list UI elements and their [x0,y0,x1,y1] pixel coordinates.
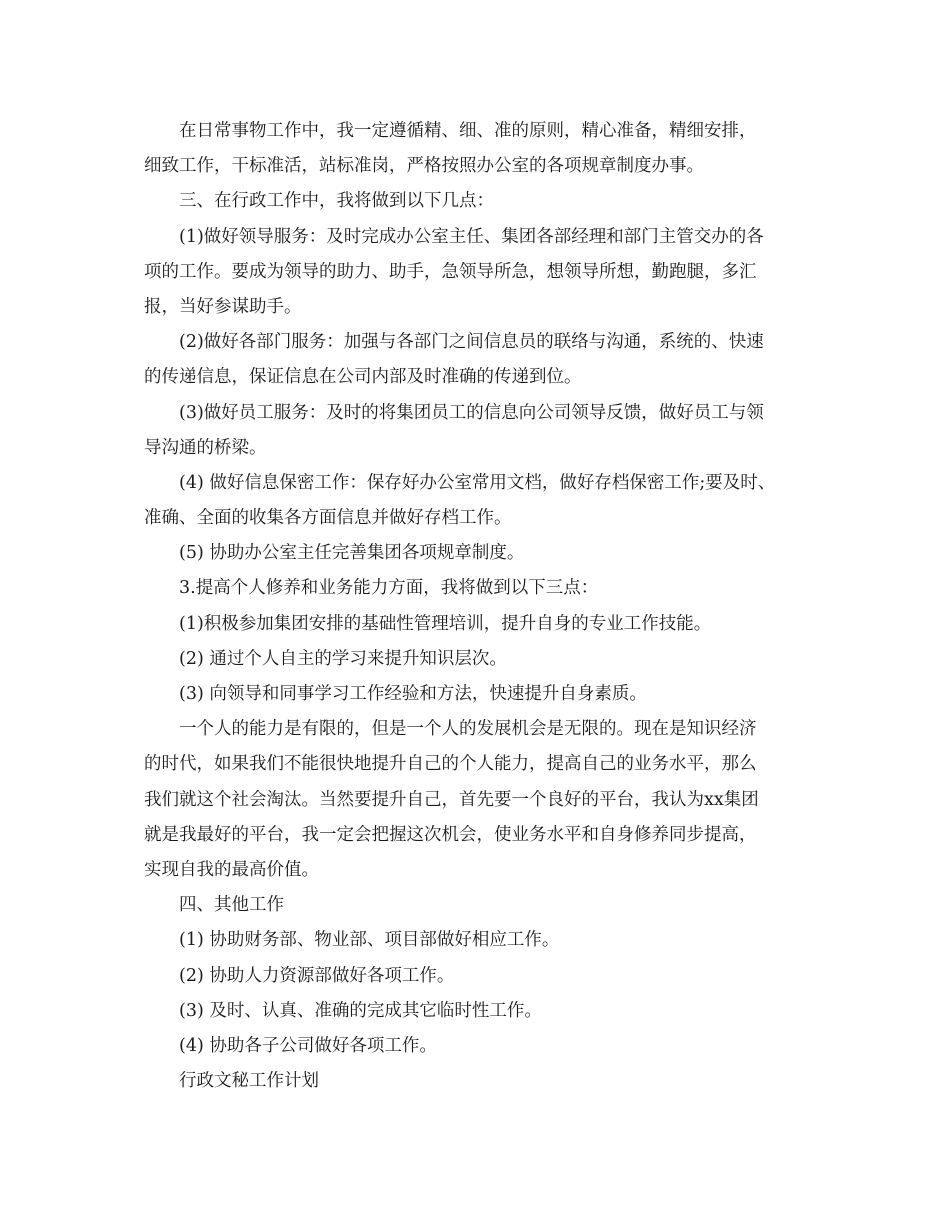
text-line: 四、其他工作 [179,895,284,916]
text-line: (3) 及时、认真、准确的完成其它临时性工作。 [179,1000,542,1021]
text-line: 一个人的能力是有限的，但是一个人的发展机会是无限的。现在是知识经济 [179,719,757,740]
text-line: (1) 协助财务部、物业部、项目部做好相应工作。 [179,930,560,951]
text-line: 行政文秘工作计划 [179,1071,319,1092]
text-line: (3) 向领导和同事学习工作经验和方法，快速提升自身素质。 [179,684,647,704]
text-line: (3)做好员工服务：及时的将集团员工的信息向公司领导反馈，做好员工与领 [179,402,764,423]
text-line: (2) 通过个人自主的学习来提升知识层次。 [179,648,507,669]
text-line: 实现自我的最高价值。 [144,859,319,880]
text-line: (1)积极参加集团安排的基础性管理培训，提升自身的专业工作技能。 [179,613,712,634]
text-line: (2) 协助人力资源部做好各项工作。 [179,965,455,986]
text-line: (4) 协助各子公司做好各项工作。 [179,1035,437,1056]
text-line: 在日常事物工作中，我一定遵循精、细、准的原则，精心准备，精细安排， [179,121,757,141]
text-line: 三、在行政工作中，我将做到以下几点： [179,191,494,212]
text-line: 的时代，如果我们不能很快地提升自己的个人能力，提高自己的业务水平，那么 [144,754,757,775]
text-line: 就是我最好的平台，我一定会把握这次机会，使业务水平和自身修养同步提高， [144,824,757,845]
text-line: 的传递信息，保证信息在公司内部及时准确的传递到位。 [144,367,582,388]
text-line: 我们就这个社会淘汰。当然要提升自己，首先要一个良好的平台，我认为xx集团 [144,789,759,810]
text-line: 项的工作。要成为领导的助力、助手，急领导所急，想领导所想，勤跑腿，多汇 [144,261,757,282]
text-line: 报，当好参谋助手。 [144,296,302,317]
text-line: (1)做好领导服务：及时完成办公室主任、集团各部经理和部门主管交办的各 [179,226,764,247]
text-line: 细致工作，干标准活，站标准岗，严格按照办公室的各项规章制度办事。 [144,156,704,177]
text-line: 导沟通的桥梁。 [144,437,267,458]
text-line: 准确、全面的收集各方面信息并做好存档工作。 [144,508,512,529]
text-line: (5) 协助办公室主任完善集团各项规章制度。 [179,543,525,564]
text-line: (4) 做好信息保密工作：保存好办公室常用文档，做好存档保密工作;要及时、 [179,472,776,493]
document-body [144,114,814,1099]
text-line: 3.提高个人修养和业务能力方面，我将做到以下三点： [179,578,599,599]
text-line: (2)做好各部门服务：加强与各部门之间信息员的联络与沟通，系统的、快速 [179,332,764,353]
